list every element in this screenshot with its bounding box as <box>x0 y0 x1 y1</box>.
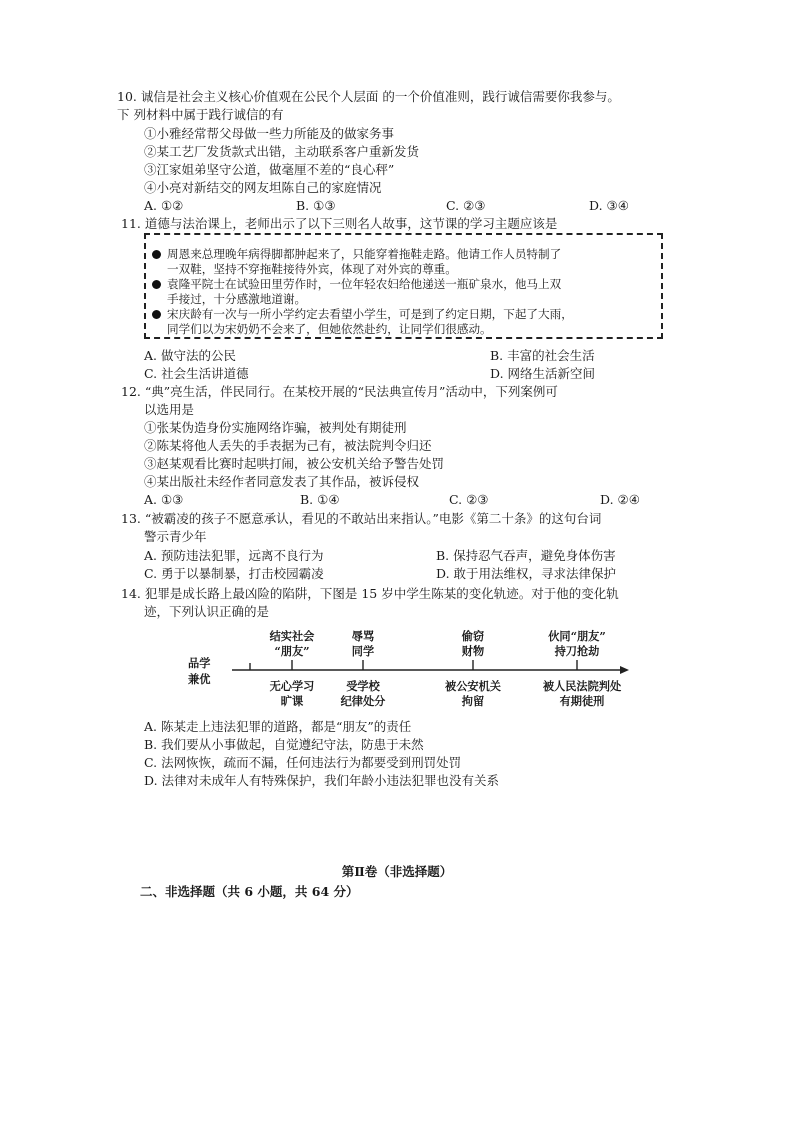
q10-stem-line1: 10. 诚信是社会主义核心价值观在公民个人层面 的一个价值准则，践行诚信需要你我参与。 <box>117 89 620 104</box>
q12-stem-line2: 以选用是 <box>144 402 195 417</box>
timeline-below-4-line2: 有期徒刑 <box>559 694 605 708</box>
q11-story-2-line2: 手接过，十分感激地道谢。 <box>167 292 307 306</box>
q12-item-2: ②陈某将他人丢失的手表据为己有，被法院判令归还 <box>144 438 432 453</box>
q13-option-b: B. 保持忍气吞声，避免身体伤害 <box>436 548 616 563</box>
q11-option-a: A. 做守法的公民 <box>144 348 236 363</box>
q14-option-d: D. 法律对未成年人有特殊保护，我们年龄小违法犯罪也没有关系 <box>144 773 500 788</box>
q14-stem-line2: 迹，下列认识正确的是 <box>144 604 270 619</box>
part2-title: 第Ⅱ卷（非选择题） <box>341 864 453 879</box>
timeline-above-2-line2: 同学 <box>351 644 375 658</box>
q12-option-a: A. ①③ <box>144 492 184 507</box>
q11-story-3-line2: 同学们以为宋奶奶不会来了，但她依然赴约，让同学们很感动。 <box>167 322 492 336</box>
timeline-above-4-line1: 伙同“朋友” <box>548 629 606 643</box>
q11-story-2-line1: 袁隆平院士在试验田里劳作时，一位年轻农妇给他递送一瓶矿泉水，他马上双 <box>152 277 662 292</box>
q13-option-d: D. 敢于用法维权，寻求法律保护 <box>436 566 617 581</box>
timeline-above-1-line1: 结实社会 <box>269 629 315 643</box>
q14-option-b: B. 我们要从小事做起，自觉遵纪守法，防患于未然 <box>144 737 424 752</box>
q13-option-a: A. 预防违法犯罪，远离不良行为 <box>144 548 324 563</box>
timeline-below-1-line2: 旷课 <box>280 694 304 708</box>
timeline-below-1-line1: 无心学习 <box>269 679 315 693</box>
q13-stem-line1: 13. “被霸凌的孩子不愿意承认，看见的不敢站出来指认。”电影《第二十条》的这句台词 <box>121 511 602 526</box>
q10-option-d: D. ③④ <box>589 198 629 213</box>
q14-option-a: A. 陈某走上违法犯罪的道路，都是“朋友”的责任 <box>144 719 412 734</box>
q10-option-b: B. ①③ <box>296 198 336 213</box>
timeline-above-3-line2: 财物 <box>461 644 485 658</box>
timeline-start-line1: 品学 <box>188 656 211 670</box>
q10-item-2: ②某工艺厂发货款式出错，主动联系客户重新发货 <box>144 144 420 159</box>
timeline-below-2-line2: 纪律处分 <box>340 694 386 708</box>
q11-story-1-line2: 一双鞋，坚持不穿拖鞋接待外宾，体现了对外宾的尊重。 <box>167 262 457 276</box>
q10-option-c: C. ②③ <box>446 198 486 213</box>
q11-stem: 11. 道德与法治课上，老师出示了以下三则名人故事，这节课的学习主题应该是 <box>121 216 558 231</box>
timeline-arrow-icon <box>620 666 629 674</box>
timeline-start-line2: 兼优 <box>188 672 211 686</box>
q13-option-c: C. 勇于以暴制暴，打击校园霸凌 <box>144 566 324 581</box>
part2-heading: 二、非选择题（共 6 小题，共 64 分） <box>140 884 359 899</box>
q10-item-3: ③江家姐弟坚守公道，做毫厘不差的“良心秤” <box>144 162 395 177</box>
q14-option-c: C. 法网恢恢，疏而不漏，任何违法行为都要受到刑罚处罚 <box>144 755 462 770</box>
timeline-above-3-line1: 偷窃 <box>461 629 485 643</box>
q12-stem-line1: 12. “典”亮生活，伴民同行。在某校开展的“民法典宣传月”活动中，下列案例可 <box>121 384 558 399</box>
q11-story-1-line1: 周恩来总理晚年病得脚都肿起来了，只能穿着拖鞋走路。他请工作人员特制了 <box>152 247 662 262</box>
timeline-below-3-line2: 拘留 <box>461 694 485 708</box>
q12-option-d: D. ②④ <box>600 492 640 507</box>
q10-option-a: A. ①② <box>144 198 184 213</box>
q10-item-4: ④小亮对新结交的网友坦陈自己的家庭情况 <box>144 180 382 195</box>
q11-option-b: B. 丰富的社会生活 <box>490 348 595 363</box>
q10-item-1: ①小雅经常帮父母做一些力所能及的做家务事 <box>144 126 395 141</box>
q12-item-4: ④某出版社未经作者同意发表了其作品，被诉侵权 <box>144 474 420 489</box>
timeline-above-2-line1: 辱骂 <box>351 629 375 643</box>
q12-item-1: ①张某伪造身份实施网络诈骗，被判处有期徒刑 <box>144 420 407 435</box>
q14-stem-line1: 14. 犯罪是成长路上最凶险的陷阱，下图是 15 岁中学生陈某的变化轨迹。对于他的变化轨 <box>121 586 619 601</box>
q11-option-c: C. 社会生活讲道德 <box>144 366 249 381</box>
q12-option-b: B. ①④ <box>300 492 340 507</box>
timeline-above-1-line2: “朋友” <box>274 644 310 658</box>
q13-stem-line2: 警示青少年 <box>144 529 207 544</box>
timeline-below-4-line1: 被人民法院判处 <box>542 679 622 693</box>
q11-story-3-line1: 宋庆龄有一次与一所小学约定去看望小学生，可是到了约定日期，下起了大雨， <box>152 307 662 322</box>
timeline-above-4-line2: 持刀抢劫 <box>554 644 600 658</box>
timeline-below-3-line1: 被公安机关 <box>445 679 501 693</box>
q10-stem-line2: 下 列材料中属于践行诚信的有 <box>117 107 284 122</box>
timeline-below-2-line1: 受学校 <box>346 679 380 693</box>
q12-option-c: C. ②③ <box>449 492 489 507</box>
q12-item-3: ③赵某观看比赛时起哄打闹，被公安机关给予警告处罚 <box>144 456 445 471</box>
q11-option-d: D. 网络生活新空间 <box>490 366 596 381</box>
